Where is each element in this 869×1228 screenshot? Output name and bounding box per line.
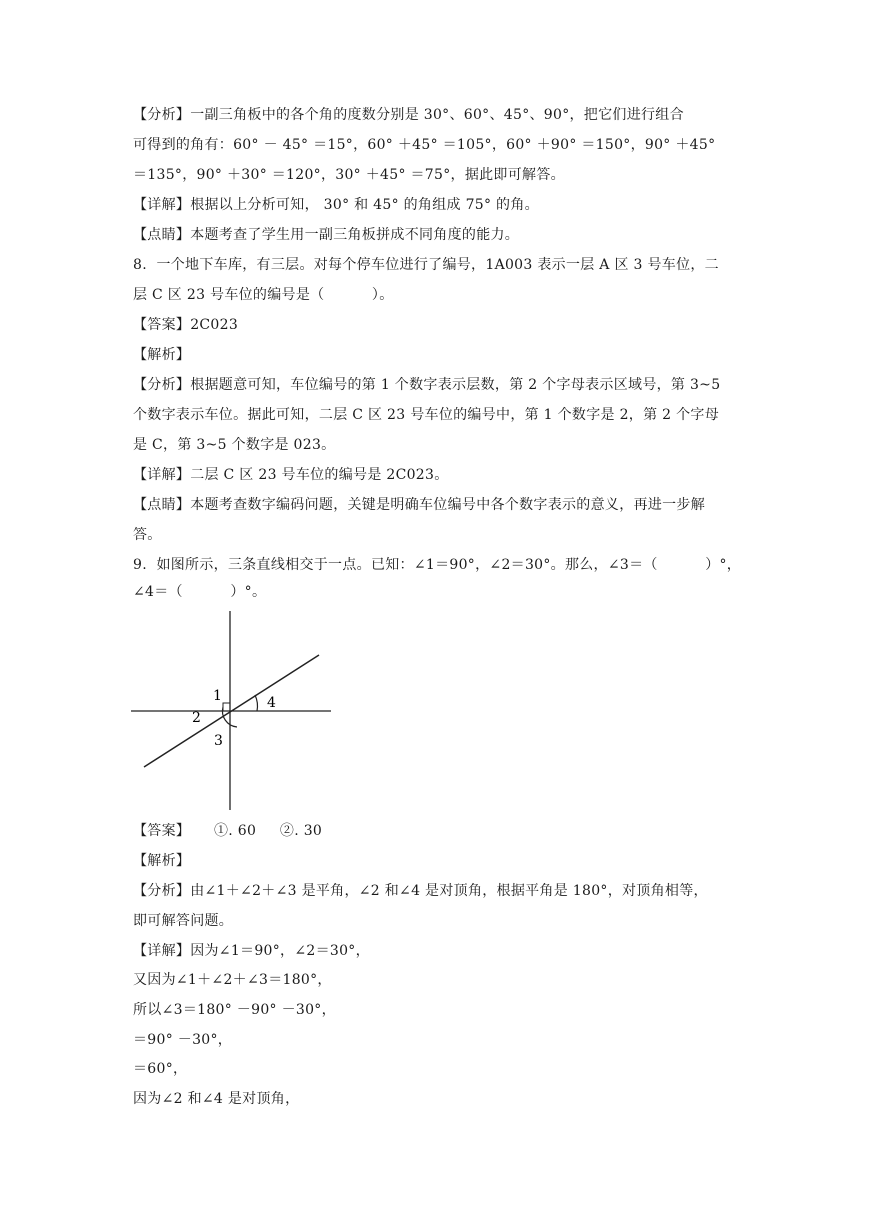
analysis-line: 【分析】根据题意可知，车位编号的第 1 个数字表示层数，第 2 个字母表示区域号，第 3~5 bbox=[133, 377, 721, 393]
analysis-line: 【分析】一副三角板中的各个角的度数分别是 30°、60°、45°、90°，把它们进行组合 bbox=[133, 107, 684, 123]
analysis-line: 【分析】由∠1＋∠2＋∠3 是平角，∠2 和∠4 是对顶角，根据平角是 180°，对顶角相等， bbox=[133, 883, 708, 899]
right-angle-mark bbox=[223, 703, 230, 711]
analysis-line: ＝135°，90° ＋30° ＝120°，30° ＋45° ＝75°，据此即可解答。 bbox=[133, 167, 565, 183]
angle-arc-4 bbox=[255, 695, 257, 711]
angle-label-2: 2 bbox=[192, 710, 201, 726]
detail-line: 又因为∠1＋∠2＋∠3＝180°， bbox=[133, 972, 332, 988]
analysis-line: 可得到的角有：60° － 45° ＝15°，60° ＋45° ＝105°，60° ＋90° ＝150°，90° ＋45° bbox=[133, 137, 716, 153]
explanation-heading: 【解析】 bbox=[133, 347, 191, 363]
question-8-cont: 层 C 区 23 号车位的编号是（ ）。 bbox=[133, 287, 394, 303]
detail-line: 因为∠2 和∠4 是对顶角， bbox=[133, 1091, 300, 1107]
detail-line: 所以∠3＝180° －90° －30°， bbox=[133, 1002, 336, 1018]
analysis-line: 个数字表示车位。据此可知，二层 C 区 23 号车位的编号中，第 1 个数字是 2，第 2 个字母 bbox=[133, 407, 719, 423]
answer-line: 【答案】 ①. 60 ②. 30 bbox=[133, 823, 323, 839]
detail-line: ＝90° －30°， bbox=[133, 1032, 233, 1048]
comment-line: 【点睛】本题考查数字编码问题，关键是明确车位编号中各个数字表示的意义，再进一步解 bbox=[133, 497, 705, 513]
detail-line: 【详解】二层 C 区 23 号车位的编号是 2C023。 bbox=[133, 467, 449, 483]
question-8: 8. 一个地下车库，有三层。对每个停车位进行了编号，1A003 表示一层 A 区 3 号车位，二 bbox=[133, 257, 719, 273]
detail-line: ＝60°， bbox=[133, 1061, 188, 1077]
comment-line: 【点睛】本题考查了学生用一副三角板拼成不同角度的能力。 bbox=[133, 227, 520, 243]
angle-figure bbox=[120, 607, 340, 817]
angle-label-3: 3 bbox=[214, 733, 223, 749]
answer-line: 【答案】2C023 bbox=[133, 317, 239, 333]
analysis-line: 是 C，第 3~5 个数字是 023。 bbox=[133, 437, 336, 453]
angle-label-4: 4 bbox=[267, 695, 276, 711]
explanation-heading: 【解析】 bbox=[133, 853, 191, 869]
detail-line: 【详解】根据以上分析可知， 30° 和 45° 的角组成 75° 的角。 bbox=[133, 197, 539, 213]
angle-label-1: 1 bbox=[213, 688, 222, 704]
detail-line: 【详解】因为∠1＝90°，∠2＝30°， bbox=[133, 943, 370, 959]
question-9-cont: ∠4＝（ ）°。 bbox=[133, 584, 267, 600]
question-9: 9. 如图所示，三条直线相交于一点。已知：∠1＝90°，∠2＝30°。那么，∠3＝（ ）°， bbox=[133, 557, 742, 573]
comment-line: 答。 bbox=[133, 527, 162, 543]
analysis-line: 即可解答问题。 bbox=[133, 913, 234, 929]
